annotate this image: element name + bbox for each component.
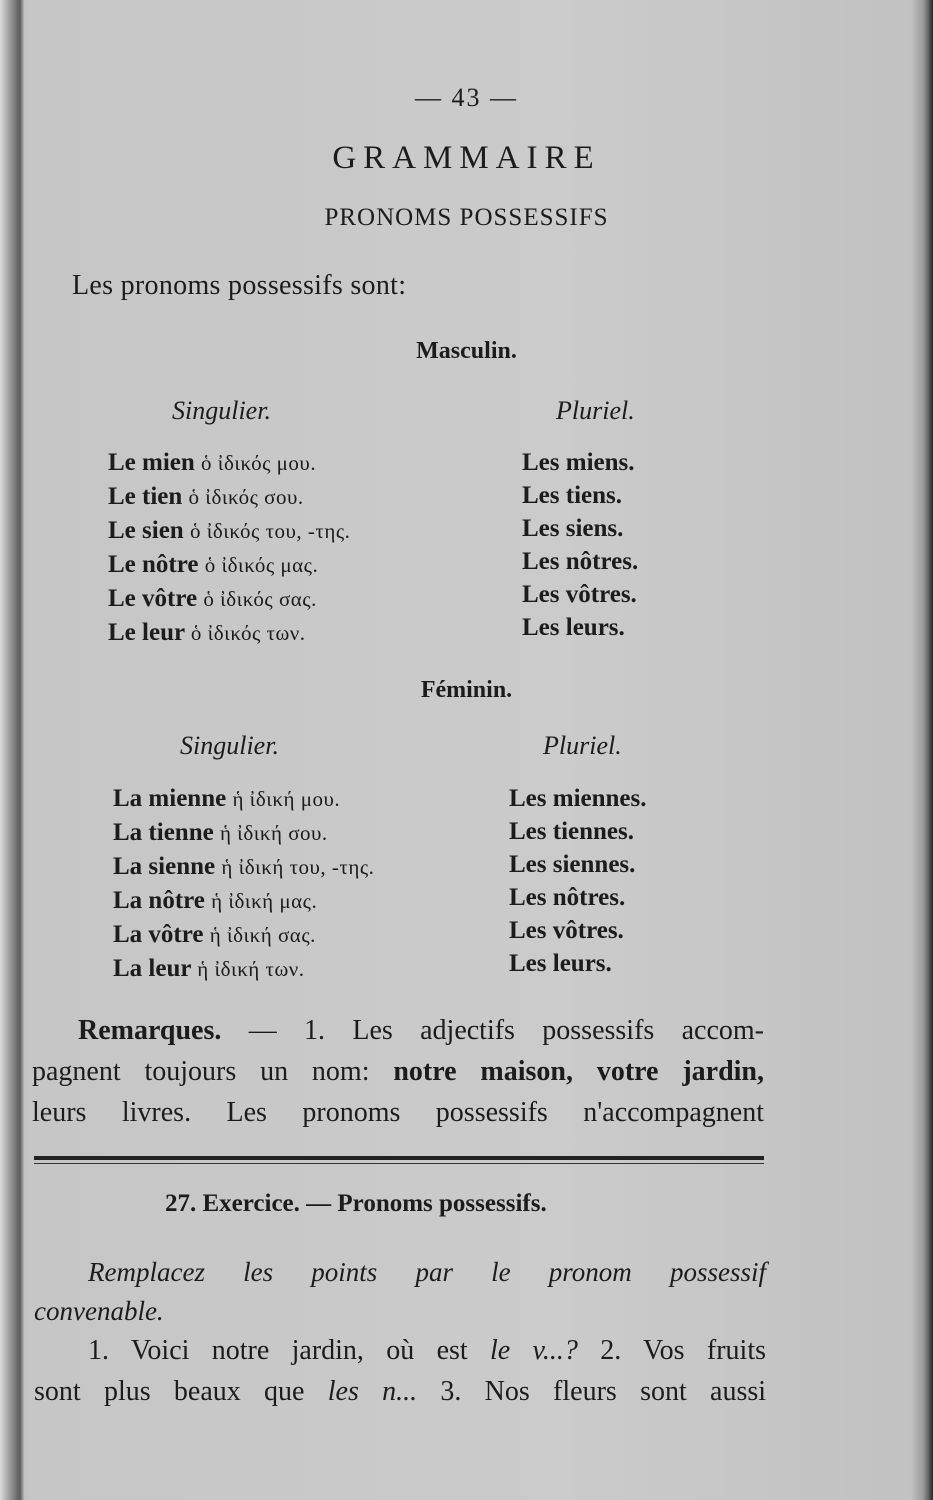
list-item: Les leurs. bbox=[509, 950, 612, 977]
remarks-line: Remarques. — 1. Les adjectifs possessifs accom- bbox=[78, 1015, 765, 1046]
list-item: Les tiennes. bbox=[509, 818, 634, 845]
page-number: — 43 — bbox=[415, 83, 518, 112]
list-item: Le mien ὁ ἰδικός μου. bbox=[108, 449, 317, 476]
list-item: La tienne ἡ ἰδική σου. bbox=[113, 819, 328, 846]
masculin-plural-list bbox=[522, 446, 638, 644]
exercise-title: 27. Exercice. — Pronoms possessifs. bbox=[165, 1190, 547, 1217]
list-item: Les miens. bbox=[522, 449, 635, 476]
list-item: La leur ἡ ἰδική των. bbox=[113, 955, 305, 982]
list-item: La sienne ἡ ἰδική του, -της. bbox=[113, 853, 375, 880]
remarks-paragraph bbox=[32, 1010, 768, 1133]
list-item: Le leur ὁ ἰδικός των. bbox=[108, 619, 306, 646]
list-item: Les nôtres. bbox=[522, 548, 639, 575]
list-item: Les nôtres. bbox=[509, 884, 626, 911]
divider-rule bbox=[34, 1156, 764, 1160]
feminin-singular-list bbox=[113, 782, 374, 986]
list-item: Le sien ὁ ἰδικός του, -της. bbox=[108, 517, 351, 544]
list-item: La mienne ἡ ἰδική μου. bbox=[113, 785, 341, 812]
list-item: Le tien ὁ ἰδικός σου. bbox=[108, 483, 304, 510]
list-item: Le nôtre ὁ ἰδικός μας. bbox=[108, 551, 319, 578]
masculin-plural-heading: Pluriel. bbox=[556, 396, 635, 425]
divider-rule-thin bbox=[34, 1163, 764, 1164]
list-item: La nôtre ἡ ἰδική μας. bbox=[113, 887, 318, 914]
section-title: PRONOMS POSSESSIFS bbox=[324, 204, 609, 231]
remarks-label: Remarques. bbox=[78, 1015, 222, 1046]
page-title: GRAMMAIRE bbox=[332, 140, 601, 176]
list-item: Les siennes. bbox=[509, 851, 636, 878]
list-item: Les siens. bbox=[522, 515, 624, 542]
feminin-plural-list bbox=[509, 782, 647, 980]
feminin-heading: Féminin. bbox=[420, 677, 513, 703]
intro-text: Les pronoms possessifs sont: bbox=[72, 270, 407, 301]
list-item: Les tiens. bbox=[522, 482, 622, 509]
list-item: Les leurs. bbox=[522, 614, 625, 641]
list-item: Les vôtres. bbox=[522, 581, 637, 608]
exercise-instruction: Remplacez les points par le pronom possessif convenable. bbox=[34, 1257, 766, 1326]
list-item: Les miennes. bbox=[509, 785, 647, 812]
masculin-heading: Masculin. bbox=[416, 338, 517, 364]
list-item: Le vôtre ὁ ἰδικός σας. bbox=[108, 585, 317, 612]
remarks-line: leurs livres. Les pronoms possessifs n'accompagnent bbox=[32, 1097, 764, 1128]
masculin-singular-list bbox=[108, 446, 350, 650]
list-item: La vôtre ἡ ἰδική σας. bbox=[113, 921, 316, 948]
masculin-singular-heading: Singulier. bbox=[172, 396, 271, 425]
feminin-plural-heading: Pluriel. bbox=[543, 731, 622, 760]
exercise-text: 1. Voici notre jardin, où est le v...? 2. Vos fruits sont plus beaux que les n... 3. Nos fleurs sont aussi bbox=[34, 1335, 767, 1407]
feminin-singular-heading: Singulier. bbox=[180, 731, 279, 760]
remarks-line: pagnent toujours un nom: notre maison, votre jardin, bbox=[32, 1056, 765, 1087]
list-item: Les vôtres. bbox=[509, 917, 624, 944]
